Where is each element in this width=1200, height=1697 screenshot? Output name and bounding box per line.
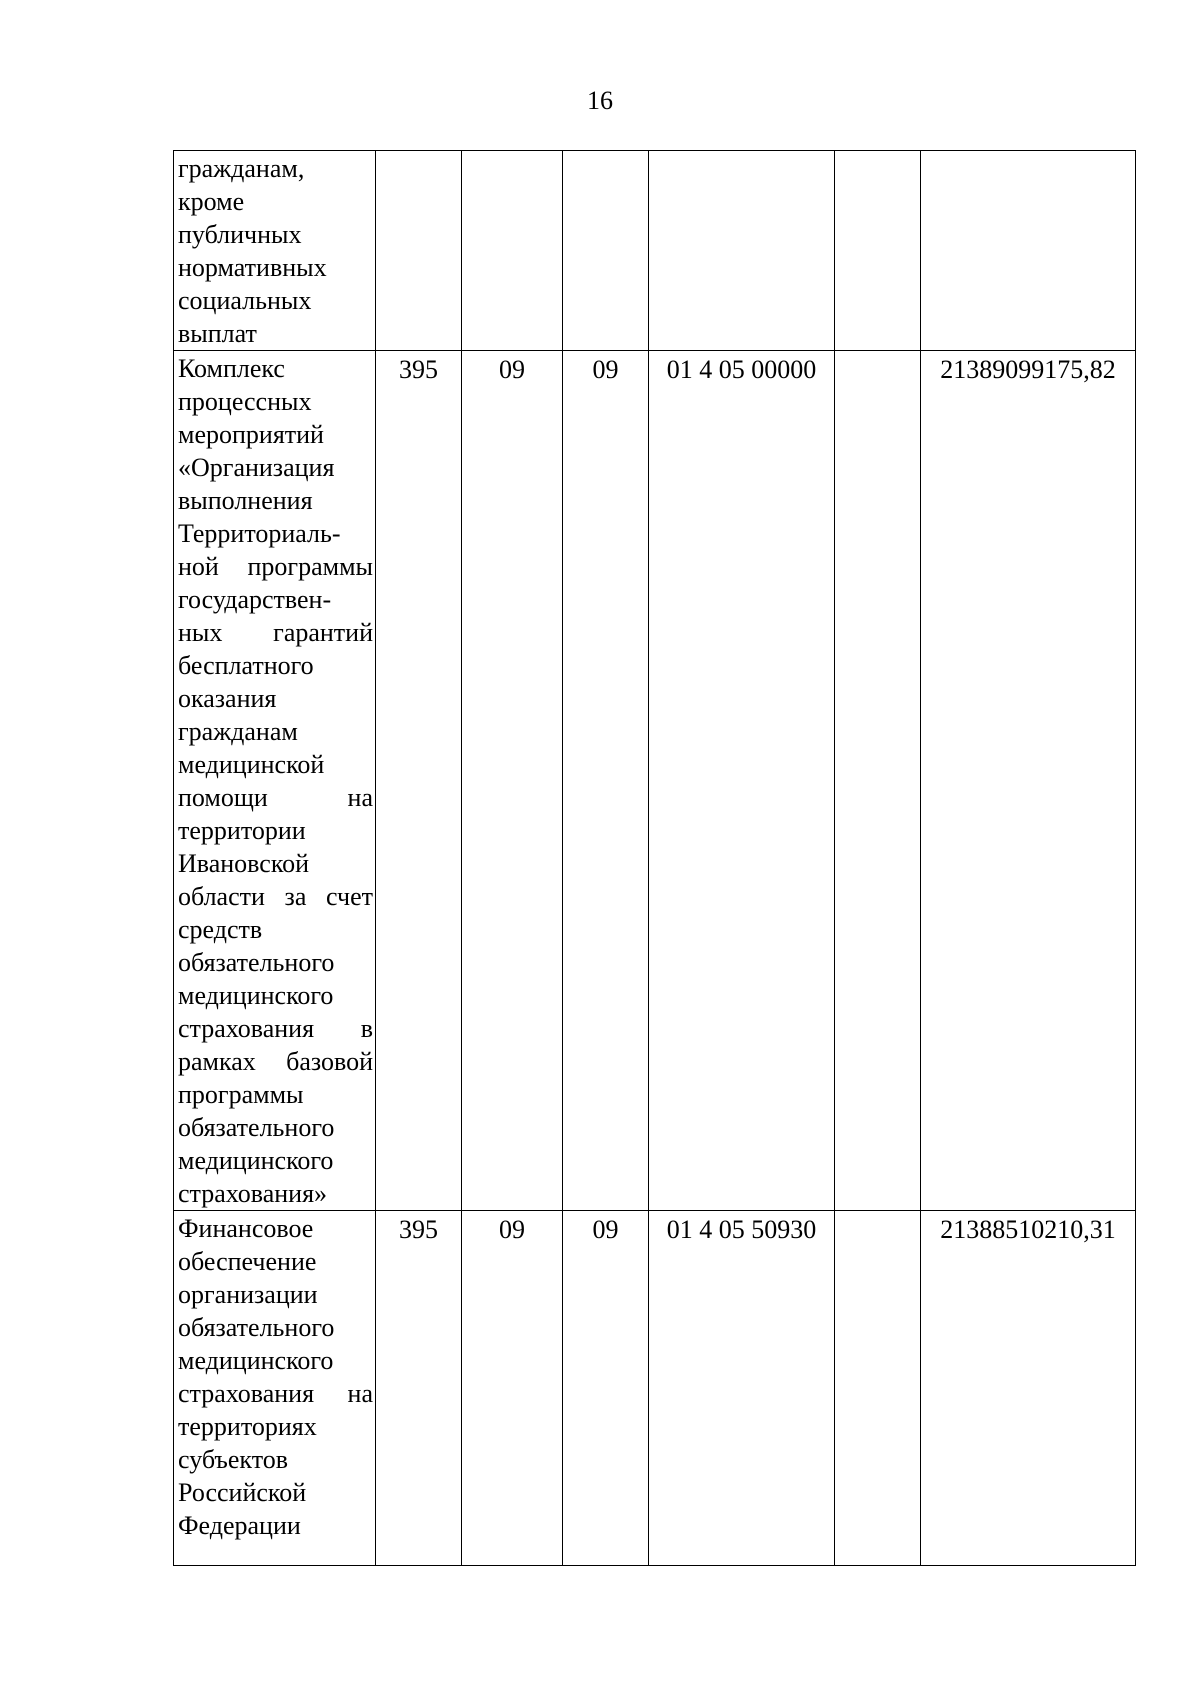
row-name-cell <box>174 351 376 1211</box>
name-line: обеспечение <box>178 1247 317 1276</box>
section-code-cell: 09 <box>462 351 563 1211</box>
name-line: территориях <box>178 1412 317 1441</box>
expense-type-cell <box>835 151 921 351</box>
name-line: Федерации <box>178 1511 301 1540</box>
name-line: выполнения <box>178 486 313 515</box>
name-line: социальных <box>178 286 312 315</box>
name-line: территории <box>178 816 306 845</box>
name-line: средств <box>178 915 263 944</box>
name-line: бесплатного <box>178 651 314 680</box>
name-line: ной программы <box>178 552 373 581</box>
name-line: страхования» <box>178 1179 328 1208</box>
name-line: ных гарантий <box>178 618 373 647</box>
name-line: программы <box>178 1080 304 1109</box>
subsection-code-cell <box>563 151 649 351</box>
name-line: выплат <box>178 319 257 348</box>
gov-code-cell <box>376 151 462 351</box>
name-line: медицинского <box>178 981 334 1010</box>
table-row <box>174 151 1136 351</box>
amount-cell: 21388510210,31 <box>921 1211 1136 1566</box>
name-line: «Организация <box>178 453 335 482</box>
target-code-cell: 01 4 05 00000 <box>649 351 835 1211</box>
table-row <box>174 351 1136 1211</box>
name-line: Ивановской <box>178 849 310 878</box>
name-line: Российской <box>178 1478 307 1507</box>
section-code-cell <box>462 151 563 351</box>
section-code-cell: 09 <box>462 1211 563 1566</box>
name-line: обязательного <box>178 1313 335 1342</box>
name-line: кроме <box>178 187 245 216</box>
amount-cell: 21389099175,82 <box>921 351 1136 1211</box>
name-line: обязательного <box>178 1113 335 1142</box>
expense-type-cell <box>835 351 921 1211</box>
row-name-cell <box>174 1211 376 1566</box>
budget-table <box>173 150 1136 1566</box>
name-line: Комплекс <box>178 354 285 383</box>
amount-cell <box>921 151 1136 351</box>
page-number: 16 <box>587 86 613 115</box>
gov-code-cell: 395 <box>376 351 462 1211</box>
name-line: государствен- <box>178 585 332 614</box>
name-line: области за счет <box>178 882 373 911</box>
expense-type-cell <box>835 1211 921 1566</box>
name-line: Финансовое <box>178 1214 314 1243</box>
target-code-cell <box>649 151 835 351</box>
row-name-cell <box>174 151 376 351</box>
name-line: помощи на <box>178 783 373 812</box>
gov-code-cell: 395 <box>376 1211 462 1566</box>
subsection-code-cell: 09 <box>563 1211 649 1566</box>
name-line: медицинского <box>178 1146 334 1175</box>
name-line: организации <box>178 1280 318 1309</box>
name-line: нормативных <box>178 253 327 282</box>
name-line: медицинского <box>178 1346 334 1375</box>
name-line: обязательного <box>178 948 335 977</box>
target-code-cell: 01 4 05 50930 <box>649 1211 835 1566</box>
name-line: оказания <box>178 684 277 713</box>
name-line: страхования на <box>178 1379 373 1408</box>
name-line: Территориаль- <box>178 519 341 548</box>
name-line: процессных <box>178 387 312 416</box>
name-line: гражданам <box>178 717 298 746</box>
subsection-code-cell: 09 <box>563 351 649 1211</box>
name-line: рамках базовой <box>178 1047 373 1076</box>
name-line: публичных <box>178 220 302 249</box>
name-line: гражданам, <box>178 154 305 183</box>
table-row <box>174 1211 1136 1566</box>
name-line: субъектов <box>178 1445 289 1474</box>
name-line: страхования в <box>178 1014 373 1043</box>
name-line: мероприятий <box>178 420 324 449</box>
name-line: медицинской <box>178 750 325 779</box>
